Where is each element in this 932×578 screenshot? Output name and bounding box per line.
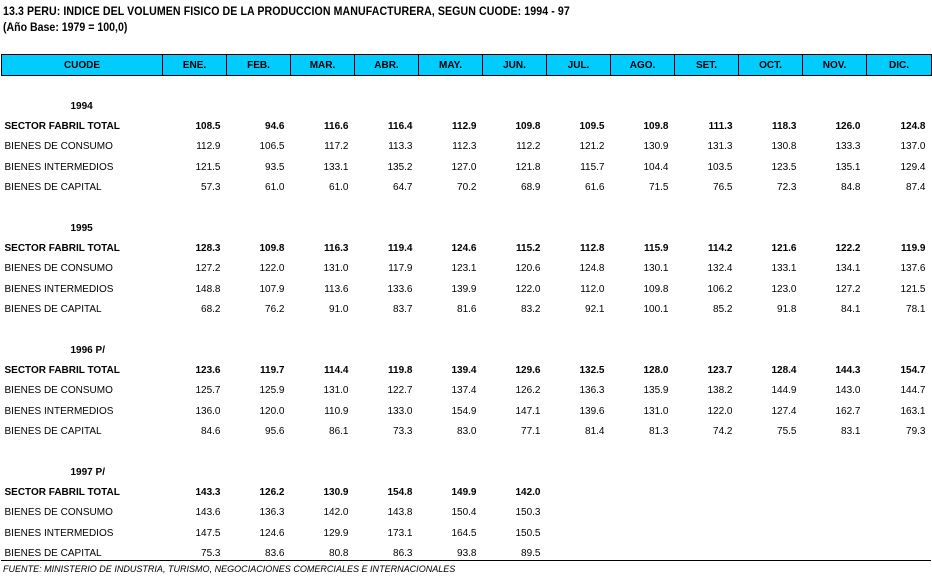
value-cell: 89.5 [521, 548, 541, 560]
value-cell: 110.9 [324, 405, 349, 417]
value-cell: 112.9 [452, 121, 477, 133]
spacer-cell [2, 442, 932, 462]
value-cell [867, 482, 932, 502]
column-header: ABR. [355, 55, 419, 76]
value-cell: 86.1 [329, 426, 349, 438]
value-cell: 143.3 [195, 486, 221, 498]
value-cell: 113.3 [388, 141, 413, 153]
column-header: DIC. [867, 55, 932, 76]
value-cell: 114.2 [708, 243, 733, 255]
value-cell: 74.2 [713, 426, 733, 438]
value-cell: 173.1 [387, 527, 413, 539]
value-cell: 107.9 [259, 283, 285, 295]
column-header: AGO. [611, 55, 675, 76]
value-cell: 123.0 [771, 283, 797, 295]
value-cell: 125.9 [259, 385, 285, 397]
value-cell: 75.5 [777, 426, 797, 438]
value-cell: 121.5 [900, 283, 926, 295]
value-cell: 116.3 [324, 243, 349, 255]
value-cell: 133.6 [387, 283, 413, 295]
value-cell: 112.8 [580, 243, 605, 255]
table-row [2, 259, 932, 279]
value-cell: 154.9 [451, 405, 477, 417]
value-cell: 112.0 [580, 283, 605, 295]
table-row [2, 482, 932, 502]
value-cell: 136.3 [579, 385, 605, 397]
value-cell: 72.3 [777, 182, 797, 194]
value-cell: 93.8 [457, 548, 477, 560]
value-cell: 111.3 [708, 121, 733, 133]
value-cell: 104.4 [643, 161, 669, 173]
value-cell: 71.5 [649, 182, 669, 194]
value-cell [675, 482, 739, 502]
value-cell: 137.0 [900, 141, 926, 153]
value-cell [675, 523, 739, 543]
column-header: SET. [675, 55, 739, 76]
value-cell: 117.9 [388, 263, 413, 275]
value-cell: 127.4 [771, 405, 797, 417]
row-label: BIENES DE CONSUMO [4, 385, 113, 397]
row-label: SECTOR FABRIL TOTAL [4, 121, 120, 133]
value-cell: 81.6 [457, 304, 477, 316]
value-cell: 142.0 [323, 507, 349, 519]
value-cell [611, 482, 675, 502]
value-cell: 83.1 [841, 426, 861, 438]
value-cell: 128.3 [195, 243, 221, 255]
year-label: 1996 P/ [70, 344, 105, 356]
table-row [2, 279, 932, 299]
value-cell: 130.8 [771, 141, 797, 153]
value-cell: 121.5 [195, 161, 221, 173]
value-cell: 112.9 [196, 141, 221, 153]
value-cell: 147.5 [195, 527, 221, 539]
value-cell: 123.5 [771, 161, 797, 173]
value-cell: 130.1 [643, 263, 669, 275]
value-cell: 120.6 [515, 263, 541, 275]
bottom-rule [1, 560, 931, 561]
table-row [2, 381, 932, 401]
value-cell: 123.1 [451, 263, 477, 275]
row-label: BIENES DE CONSUMO [4, 507, 113, 519]
value-cell: 122.2 [835, 243, 861, 255]
value-cell: 81.3 [649, 426, 669, 438]
value-cell: 61.0 [329, 182, 349, 194]
value-cell: 109.8 [515, 121, 541, 133]
value-cell [547, 482, 611, 502]
row-label: SECTOR FABRIL TOTAL [4, 364, 120, 376]
value-cell: 139.9 [451, 283, 477, 295]
table-row [2, 238, 932, 258]
row-label: BIENES DE CONSUMO [4, 263, 113, 275]
value-cell: 123.7 [707, 364, 733, 376]
value-cell: 81.4 [585, 426, 605, 438]
source-note: FUENTE: MINISTERIO DE INDUSTRIA, TURISMO, NEGOCIACIONES COMERCIALES E INTERNACIONALES [3, 564, 456, 575]
value-cell: 129.4 [900, 161, 926, 173]
value-cell: 128.4 [771, 364, 797, 376]
table-row [2, 300, 932, 320]
year-label: 1994 [70, 100, 93, 112]
value-cell: 76.2 [265, 304, 285, 316]
value-cell: 76.5 [713, 182, 733, 194]
spacer-row [2, 442, 932, 462]
value-cell: 137.6 [900, 263, 926, 275]
data-table [1, 54, 932, 564]
value-cell: 131.0 [643, 405, 669, 417]
column-header: OCT. [739, 55, 803, 76]
value-cell: 84.8 [841, 182, 861, 194]
value-cell: 144.7 [900, 385, 926, 397]
value-cell: 78.1 [906, 304, 926, 316]
value-cell: 143.8 [387, 507, 413, 519]
value-cell: 79.3 [906, 426, 926, 438]
value-cell: 122.0 [259, 263, 285, 275]
value-cell: 128.0 [643, 364, 669, 376]
value-cell: 83.0 [457, 426, 477, 438]
value-cell: 132.5 [579, 364, 605, 376]
value-cell: 83.2 [521, 304, 541, 316]
value-cell: 119.9 [901, 243, 926, 255]
spacer-cell [2, 320, 932, 340]
value-cell: 135.9 [643, 385, 669, 397]
value-cell: 126.2 [515, 385, 541, 397]
value-cell: 143.0 [835, 385, 861, 397]
column-header: MAR. [291, 55, 355, 76]
column-header: CUODE [2, 55, 163, 76]
year-label: 1995 [70, 222, 93, 234]
value-cell: 112.3 [452, 141, 477, 153]
value-cell: 127.2 [195, 263, 221, 275]
value-cell [739, 482, 803, 502]
table-row [2, 401, 932, 421]
value-cell: 83.7 [393, 304, 413, 316]
year-row [2, 462, 932, 482]
value-cell [803, 503, 867, 523]
value-cell: 121.8 [515, 161, 541, 173]
value-cell: 142.0 [515, 486, 541, 498]
value-cell: 147.1 [515, 405, 541, 417]
row-label: BIENES DE CAPITAL [4, 426, 102, 438]
column-header: NOV. [803, 55, 867, 76]
row-label: BIENES INTERMEDIOS [4, 283, 114, 295]
value-cell: 132.4 [707, 263, 733, 275]
value-cell: 122.0 [515, 283, 541, 295]
value-cell: 87.4 [906, 182, 926, 194]
value-cell: 134.1 [835, 263, 861, 275]
value-cell [739, 503, 803, 523]
value-cell: 91.0 [329, 304, 349, 316]
value-cell: 150.3 [515, 507, 541, 519]
value-cell: 163.1 [900, 405, 926, 417]
value-cell: 75.3 [201, 548, 221, 560]
value-cell: 112.2 [516, 141, 541, 153]
value-cell: 129.9 [323, 527, 349, 539]
value-cell: 103.5 [707, 161, 733, 173]
value-cell: 116.6 [324, 121, 349, 133]
spacer-row [2, 320, 932, 340]
value-cell: 127.2 [835, 283, 861, 295]
value-cell: 119.7 [260, 364, 285, 376]
value-cell: 138.2 [707, 385, 733, 397]
value-cell: 136.3 [259, 507, 285, 519]
column-header: ENE. [163, 55, 227, 76]
value-cell: 91.8 [777, 304, 797, 316]
value-cell: 106.2 [707, 283, 733, 295]
value-cell: 83.6 [265, 548, 285, 560]
value-cell: 84.1 [841, 304, 861, 316]
year-row [2, 96, 932, 116]
value-cell: 154.8 [387, 486, 413, 498]
value-cell: 124.6 [451, 243, 477, 255]
value-cell: 68.2 [201, 304, 221, 316]
value-cell [611, 523, 675, 543]
value-cell: 121.6 [771, 243, 797, 255]
spacer-row [2, 76, 932, 97]
row-label: BIENES DE CAPITAL [4, 182, 102, 194]
row-label: BIENES DE CAPITAL [4, 548, 102, 560]
value-cell: 133.1 [323, 161, 349, 173]
value-cell: 92.1 [585, 304, 605, 316]
value-cell: 120.0 [259, 405, 285, 417]
value-cell: 124.8 [900, 121, 926, 133]
value-cell: 80.8 [329, 548, 349, 560]
value-cell [611, 503, 675, 523]
value-cell: 122.0 [707, 405, 733, 417]
value-cell: 121.2 [579, 141, 605, 153]
value-cell: 144.3 [835, 364, 861, 376]
value-cell: 106.5 [259, 141, 285, 153]
value-cell [867, 523, 932, 543]
value-cell: 85.2 [713, 304, 733, 316]
value-cell: 119.8 [388, 364, 413, 376]
value-cell: 116.4 [388, 121, 413, 133]
year-row [2, 340, 932, 360]
value-cell: 127.0 [451, 161, 477, 173]
value-cell: 113.6 [324, 283, 349, 295]
value-cell [675, 503, 739, 523]
value-cell: 133.3 [835, 141, 861, 153]
value-cell: 133.1 [771, 263, 797, 275]
value-cell: 135.1 [835, 161, 861, 173]
value-cell [547, 523, 611, 543]
value-cell: 126.0 [835, 121, 861, 133]
row-label: BIENES INTERMEDIOS [4, 527, 114, 539]
table-row [2, 360, 932, 380]
table-row [2, 421, 932, 441]
value-cell: 139.6 [579, 405, 605, 417]
row-label: BIENES DE CONSUMO [4, 141, 113, 153]
value-cell: 133.0 [387, 405, 413, 417]
value-cell: 129.6 [515, 364, 541, 376]
value-cell: 109.8 [643, 121, 669, 133]
value-cell [803, 523, 867, 543]
value-cell: 68.9 [521, 182, 541, 194]
spacer-row [2, 198, 932, 218]
value-cell [867, 503, 932, 523]
page-subtitle: (Año Base: 1979 = 100,0) [3, 22, 128, 34]
value-cell: 150.4 [451, 507, 477, 519]
value-cell: 119.4 [388, 243, 413, 255]
page-title: 13.3 PERU: INDICE DEL VOLUMEN FISICO DE LA PRODUCCION MANUFACTURERA, SEGUN CUODE: 1994 - 97 [3, 6, 570, 18]
column-header: FEB. [227, 55, 291, 76]
value-cell: 109.8 [643, 283, 669, 295]
value-cell: 162.7 [835, 405, 861, 417]
value-cell: 130.9 [643, 141, 669, 153]
value-cell: 108.5 [195, 121, 221, 133]
row-label: SECTOR FABRIL TOTAL [4, 243, 120, 255]
value-cell: 164.5 [451, 527, 477, 539]
value-cell: 115.9 [644, 243, 669, 255]
value-cell: 135.2 [387, 161, 413, 173]
value-cell [547, 503, 611, 523]
value-cell: 61.6 [585, 182, 605, 194]
spacer-cell [2, 198, 932, 218]
row-label: BIENES INTERMEDIOS [4, 161, 114, 173]
value-cell: 109.5 [579, 121, 605, 133]
column-header: JUN. [483, 55, 547, 76]
value-cell: 73.3 [393, 426, 413, 438]
value-cell: 143.6 [195, 507, 221, 519]
table-row [2, 503, 932, 523]
value-cell: 124.8 [579, 263, 605, 275]
value-cell: 100.1 [643, 304, 669, 316]
value-cell: 131.0 [323, 385, 349, 397]
value-cell: 122.7 [387, 385, 413, 397]
value-cell: 86.3 [393, 548, 413, 560]
value-cell: 149.9 [451, 486, 477, 498]
value-cell: 148.8 [195, 283, 221, 295]
value-cell: 117.2 [324, 141, 349, 153]
value-cell: 57.3 [201, 182, 221, 194]
value-cell: 118.3 [772, 121, 797, 133]
header-row [2, 55, 932, 76]
value-cell: 150.5 [515, 527, 541, 539]
value-cell: 94.6 [265, 121, 285, 133]
row-label: SECTOR FABRIL TOTAL [4, 486, 120, 498]
value-cell: 64.7 [393, 182, 413, 194]
value-cell: 61.0 [265, 182, 285, 194]
value-cell: 131.3 [707, 141, 733, 153]
column-header: MAY. [419, 55, 483, 76]
value-cell: 123.6 [195, 364, 221, 376]
value-cell: 93.5 [265, 161, 285, 173]
table-row [2, 178, 932, 198]
value-cell: 125.7 [195, 385, 221, 397]
value-cell: 137.4 [451, 385, 477, 397]
table-row [2, 157, 932, 177]
value-cell: 139.4 [451, 364, 477, 376]
row-label: BIENES DE CAPITAL [4, 304, 102, 316]
table-row [2, 137, 932, 157]
value-cell: 95.6 [265, 426, 285, 438]
value-cell: 115.2 [516, 243, 541, 255]
value-cell [739, 523, 803, 543]
value-cell: 109.8 [259, 243, 285, 255]
table-row [2, 523, 932, 543]
value-cell: 136.0 [195, 405, 221, 417]
value-cell: 154.7 [900, 364, 926, 376]
value-cell [803, 482, 867, 502]
year-label: 1997 P/ [70, 466, 105, 478]
value-cell: 126.2 [259, 486, 285, 498]
table-row [2, 116, 932, 136]
row-label: BIENES INTERMEDIOS [4, 405, 114, 417]
value-cell: 115.7 [580, 161, 605, 173]
value-cell: 144.9 [771, 385, 797, 397]
year-row [2, 218, 932, 238]
spacer-cell [2, 76, 932, 97]
value-cell: 114.4 [324, 364, 349, 376]
value-cell: 77.1 [521, 426, 541, 438]
value-cell: 70.2 [457, 182, 477, 194]
value-cell: 130.9 [323, 486, 349, 498]
value-cell: 84.6 [201, 426, 221, 438]
value-cell: 124.6 [259, 527, 285, 539]
column-header: JUL. [547, 55, 611, 76]
value-cell: 131.0 [323, 263, 349, 275]
